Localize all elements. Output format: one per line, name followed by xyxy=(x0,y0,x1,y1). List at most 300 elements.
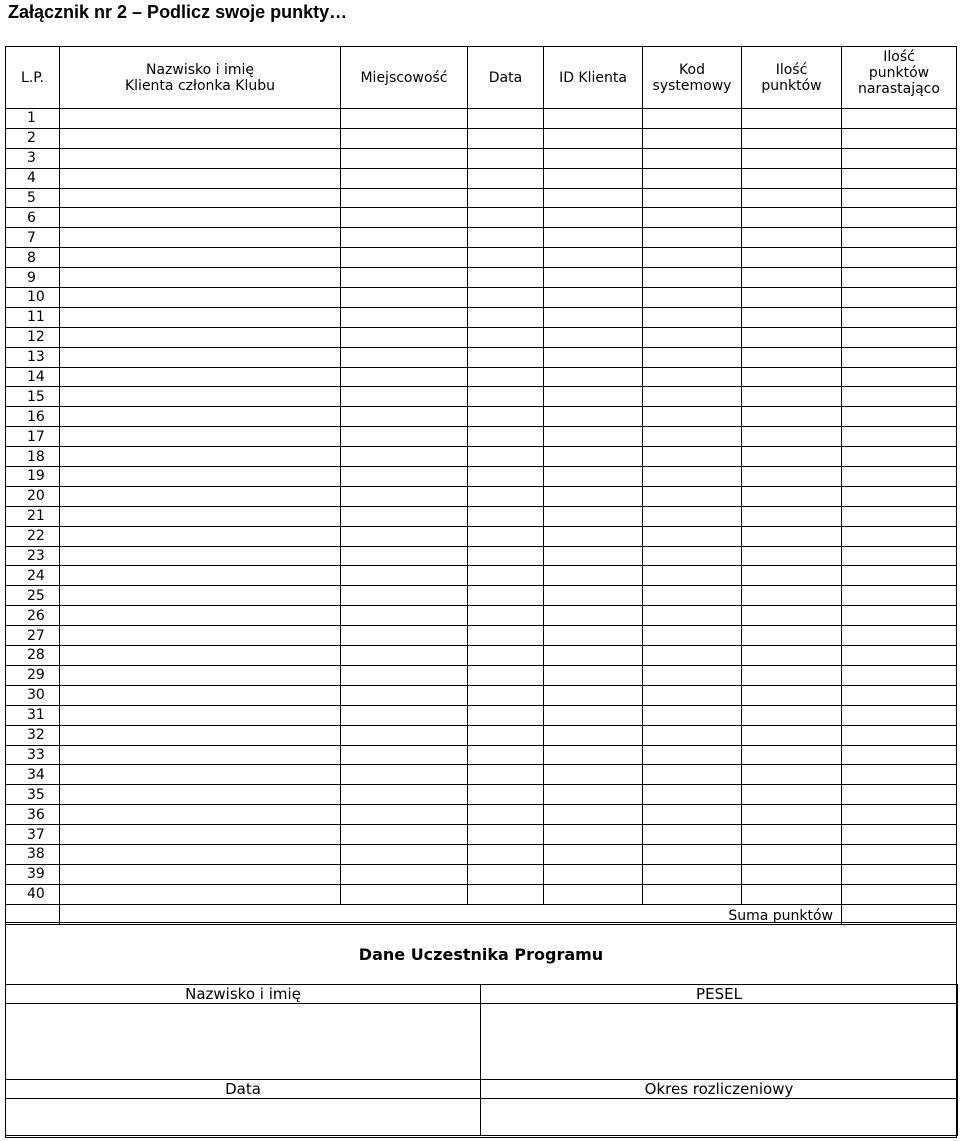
row-number: 15 xyxy=(6,387,60,407)
points-cell[interactable] xyxy=(742,705,842,725)
points-cell[interactable] xyxy=(742,427,842,447)
name-cell[interactable] xyxy=(60,566,341,586)
points-cell[interactable] xyxy=(742,566,842,586)
name-cell[interactable] xyxy=(60,685,341,705)
cumulative-points-cell[interactable] xyxy=(842,844,957,864)
cumulative-points-cell[interactable] xyxy=(842,745,957,765)
cumulative-points-cell[interactable] xyxy=(842,646,957,666)
system-code-cell[interactable] xyxy=(643,367,742,387)
cumulative-points-cell[interactable] xyxy=(842,725,957,745)
date-cell[interactable] xyxy=(468,268,544,288)
points-cell[interactable] xyxy=(742,665,842,685)
system-code-cell[interactable] xyxy=(643,665,742,685)
points-cell[interactable] xyxy=(742,288,842,308)
cumulative-points-cell[interactable] xyxy=(842,825,957,845)
cumulative-points-cell[interactable] xyxy=(842,109,957,129)
date-cell[interactable] xyxy=(468,128,544,148)
points-cell[interactable] xyxy=(742,586,842,606)
system-code-cell[interactable] xyxy=(643,506,742,526)
client-id-cell[interactable] xyxy=(544,506,643,526)
system-code-cell[interactable] xyxy=(643,864,742,884)
city-cell[interactable] xyxy=(341,844,468,864)
client-id-cell[interactable] xyxy=(544,347,643,367)
system-code-cell[interactable] xyxy=(643,486,742,506)
system-code-cell[interactable] xyxy=(643,168,742,188)
points-cell[interactable] xyxy=(742,745,842,765)
date-cell[interactable] xyxy=(468,546,544,566)
city-cell[interactable] xyxy=(341,387,468,407)
name-cell[interactable] xyxy=(60,467,341,487)
date-cell[interactable] xyxy=(468,745,544,765)
name-cell[interactable] xyxy=(60,745,341,765)
cumulative-points-cell[interactable] xyxy=(842,288,957,308)
points-cell[interactable] xyxy=(742,148,842,168)
date-cell[interactable] xyxy=(468,526,544,546)
name-cell[interactable] xyxy=(60,407,341,427)
date-cell[interactable] xyxy=(468,566,544,586)
system-code-cell[interactable] xyxy=(643,427,742,447)
client-id-cell[interactable] xyxy=(544,327,643,347)
row-number: 2 xyxy=(6,128,60,148)
city-cell[interactable] xyxy=(341,148,468,168)
city-cell[interactable] xyxy=(341,586,468,606)
city-cell[interactable] xyxy=(341,685,468,705)
client-id-cell[interactable] xyxy=(544,188,643,208)
table-row xyxy=(6,665,957,685)
city-cell[interactable] xyxy=(341,646,468,666)
name-cell[interactable] xyxy=(60,268,341,288)
name-cell[interactable] xyxy=(60,884,341,904)
system-code-cell[interactable] xyxy=(643,725,742,745)
system-code-cell[interactable] xyxy=(643,606,742,626)
city-cell[interactable] xyxy=(341,168,468,188)
table-row xyxy=(6,646,957,666)
city-cell[interactable] xyxy=(341,506,468,526)
date-cell[interactable] xyxy=(468,407,544,427)
system-code-cell[interactable] xyxy=(643,765,742,785)
date-cell[interactable] xyxy=(468,765,544,785)
points-cell[interactable] xyxy=(742,486,842,506)
points-cell[interactable] xyxy=(742,606,842,626)
city-cell[interactable] xyxy=(341,288,468,308)
name-cell[interactable] xyxy=(60,109,341,129)
cumulative-points-cell[interactable] xyxy=(842,864,957,884)
client-id-cell[interactable] xyxy=(544,248,643,268)
participant-table xyxy=(5,984,958,1136)
client-id-cell[interactable] xyxy=(544,725,643,745)
name-cell[interactable] xyxy=(60,526,341,546)
cumulative-points-cell[interactable] xyxy=(842,447,957,467)
cumulative-points-cell[interactable] xyxy=(842,208,957,228)
name-cell[interactable] xyxy=(60,725,341,745)
name-cell[interactable] xyxy=(60,864,341,884)
cumulative-points-cell[interactable] xyxy=(842,407,957,427)
participant-pesel-field[interactable] xyxy=(481,1004,958,1080)
cumulative-points-cell[interactable] xyxy=(842,606,957,626)
cumulative-points-cell[interactable] xyxy=(842,566,957,586)
client-id-cell[interactable] xyxy=(544,526,643,546)
points-cell[interactable] xyxy=(742,367,842,387)
client-id-cell[interactable] xyxy=(544,805,643,825)
row-number: 19 xyxy=(6,467,60,487)
system-code-cell[interactable] xyxy=(643,387,742,407)
name-cell[interactable] xyxy=(60,626,341,646)
header-name: Nazwisko i imię Klienta członka Klubu xyxy=(60,47,341,109)
cumulative-points-cell[interactable] xyxy=(842,188,957,208)
client-id-cell[interactable] xyxy=(544,387,643,407)
client-id-cell[interactable] xyxy=(544,765,643,785)
date-cell[interactable] xyxy=(468,785,544,805)
cumulative-points-cell[interactable] xyxy=(842,168,957,188)
cumulative-points-cell[interactable] xyxy=(842,248,957,268)
city-cell[interactable] xyxy=(341,347,468,367)
points-cell[interactable] xyxy=(742,864,842,884)
city-cell[interactable] xyxy=(341,606,468,626)
city-cell[interactable] xyxy=(341,109,468,129)
cumulative-points-cell[interactable] xyxy=(842,765,957,785)
system-code-cell[interactable] xyxy=(643,248,742,268)
points-cell[interactable] xyxy=(742,506,842,526)
cumulative-points-cell[interactable] xyxy=(842,805,957,825)
name-cell[interactable] xyxy=(60,327,341,347)
name-cell[interactable] xyxy=(60,765,341,785)
system-code-cell[interactable] xyxy=(643,307,742,327)
date-cell[interactable] xyxy=(468,705,544,725)
name-cell[interactable] xyxy=(60,665,341,685)
client-id-cell[interactable] xyxy=(544,208,643,228)
cumulative-points-cell[interactable] xyxy=(842,884,957,904)
system-code-cell[interactable] xyxy=(643,327,742,347)
client-id-cell[interactable] xyxy=(544,785,643,805)
cumulative-points-cell[interactable] xyxy=(842,506,957,526)
name-cell[interactable] xyxy=(60,785,341,805)
date-cell[interactable] xyxy=(468,168,544,188)
city-cell[interactable] xyxy=(341,228,468,248)
city-cell[interactable] xyxy=(341,765,468,785)
system-code-cell[interactable] xyxy=(643,844,742,864)
client-id-cell[interactable] xyxy=(544,884,643,904)
system-code-cell[interactable] xyxy=(643,785,742,805)
points-cell[interactable] xyxy=(742,725,842,745)
system-code-cell[interactable] xyxy=(643,109,742,129)
city-cell[interactable] xyxy=(341,665,468,685)
name-cell[interactable] xyxy=(60,288,341,308)
points-cell[interactable] xyxy=(742,646,842,666)
name-cell[interactable] xyxy=(60,705,341,725)
date-cell[interactable] xyxy=(468,427,544,447)
city-cell[interactable] xyxy=(341,825,468,845)
system-code-cell[interactable] xyxy=(643,884,742,904)
city-cell[interactable] xyxy=(341,486,468,506)
client-id-cell[interactable] xyxy=(544,685,643,705)
date-cell[interactable] xyxy=(468,148,544,168)
points-cell[interactable] xyxy=(742,805,842,825)
city-cell[interactable] xyxy=(341,526,468,546)
table-row xyxy=(6,705,957,725)
name-cell[interactable] xyxy=(60,228,341,248)
city-cell[interactable] xyxy=(341,208,468,228)
client-id-cell[interactable] xyxy=(544,367,643,387)
name-cell[interactable] xyxy=(60,188,341,208)
name-cell[interactable] xyxy=(60,387,341,407)
city-cell[interactable] xyxy=(341,546,468,566)
date-cell[interactable] xyxy=(468,367,544,387)
name-cell[interactable] xyxy=(60,168,341,188)
name-cell[interactable] xyxy=(60,208,341,228)
cumulative-points-cell[interactable] xyxy=(842,128,957,148)
table-row xyxy=(6,367,957,387)
city-cell[interactable] xyxy=(341,327,468,347)
points-cell[interactable] xyxy=(742,447,842,467)
name-cell[interactable] xyxy=(60,646,341,666)
cumulative-points-cell[interactable] xyxy=(842,467,957,487)
name-cell[interactable] xyxy=(60,148,341,168)
name-cell[interactable] xyxy=(60,447,341,467)
city-cell[interactable] xyxy=(341,566,468,586)
system-code-cell[interactable] xyxy=(643,705,742,725)
cumulative-points-cell[interactable] xyxy=(842,526,957,546)
system-code-cell[interactable] xyxy=(643,208,742,228)
city-cell[interactable] xyxy=(341,188,468,208)
date-cell[interactable] xyxy=(468,208,544,228)
client-id-cell[interactable] xyxy=(544,467,643,487)
client-id-cell[interactable] xyxy=(544,407,643,427)
cumulative-points-cell[interactable] xyxy=(842,626,957,646)
city-cell[interactable] xyxy=(341,467,468,487)
row-number: 7 xyxy=(6,228,60,248)
table-row xyxy=(6,467,957,487)
name-cell[interactable] xyxy=(60,248,341,268)
cumulative-points-cell[interactable] xyxy=(842,785,957,805)
client-id-cell[interactable] xyxy=(544,168,643,188)
client-id-cell[interactable] xyxy=(544,665,643,685)
client-id-cell[interactable] xyxy=(544,864,643,884)
cumulative-points-cell[interactable] xyxy=(842,427,957,447)
client-id-cell[interactable] xyxy=(544,128,643,148)
cumulative-points-cell[interactable] xyxy=(842,387,957,407)
client-id-cell[interactable] xyxy=(544,268,643,288)
system-code-cell[interactable] xyxy=(643,745,742,765)
system-code-cell[interactable] xyxy=(643,825,742,845)
cumulative-points-cell[interactable] xyxy=(842,586,957,606)
name-cell[interactable] xyxy=(60,586,341,606)
name-cell[interactable] xyxy=(60,546,341,566)
city-cell[interactable] xyxy=(341,626,468,646)
points-cell[interactable] xyxy=(742,109,842,129)
points-cell[interactable] xyxy=(742,228,842,248)
client-id-cell[interactable] xyxy=(544,646,643,666)
date-cell[interactable] xyxy=(468,188,544,208)
client-id-cell[interactable] xyxy=(544,486,643,506)
client-id-cell[interactable] xyxy=(544,626,643,646)
cumulative-points-cell[interactable] xyxy=(842,705,957,725)
system-code-cell[interactable] xyxy=(643,347,742,367)
system-code-cell[interactable] xyxy=(643,148,742,168)
cumulative-points-cell[interactable] xyxy=(842,307,957,327)
client-id-cell[interactable] xyxy=(544,825,643,845)
city-cell[interactable] xyxy=(341,705,468,725)
cumulative-points-cell[interactable] xyxy=(842,327,957,347)
name-cell[interactable] xyxy=(60,606,341,626)
cumulative-points-cell[interactable] xyxy=(842,546,957,566)
participant-name-label: Nazwisko i imię xyxy=(6,985,481,1004)
client-id-cell[interactable] xyxy=(544,109,643,129)
date-cell[interactable] xyxy=(468,387,544,407)
city-cell[interactable] xyxy=(341,427,468,447)
row-number: 6 xyxy=(6,208,60,228)
date-cell[interactable] xyxy=(468,725,544,745)
row-number: 11 xyxy=(6,307,60,327)
name-cell[interactable] xyxy=(60,844,341,864)
cumulative-points-cell[interactable] xyxy=(842,347,957,367)
system-code-cell[interactable] xyxy=(643,805,742,825)
city-cell[interactable] xyxy=(341,864,468,884)
name-cell[interactable] xyxy=(60,128,341,148)
cumulative-points-cell[interactable] xyxy=(842,486,957,506)
points-cell[interactable] xyxy=(742,785,842,805)
date-cell[interactable] xyxy=(468,506,544,526)
date-cell[interactable] xyxy=(468,626,544,646)
date-cell[interactable] xyxy=(468,844,544,864)
name-cell[interactable] xyxy=(60,825,341,845)
system-code-cell[interactable] xyxy=(643,188,742,208)
date-cell[interactable] xyxy=(468,228,544,248)
system-code-cell[interactable] xyxy=(643,128,742,148)
date-cell[interactable] xyxy=(468,307,544,327)
points-cell[interactable] xyxy=(742,128,842,148)
city-cell[interactable] xyxy=(341,884,468,904)
system-code-cell[interactable] xyxy=(643,228,742,248)
system-code-cell[interactable] xyxy=(643,566,742,586)
points-cell[interactable] xyxy=(742,307,842,327)
client-id-cell[interactable] xyxy=(544,606,643,626)
city-cell[interactable] xyxy=(341,307,468,327)
date-cell[interactable] xyxy=(468,646,544,666)
cumulative-points-cell[interactable] xyxy=(842,665,957,685)
date-cell[interactable] xyxy=(468,665,544,685)
city-cell[interactable] xyxy=(341,725,468,745)
client-id-cell[interactable] xyxy=(544,288,643,308)
date-cell[interactable] xyxy=(468,864,544,884)
client-id-cell[interactable] xyxy=(544,844,643,864)
client-id-cell[interactable] xyxy=(544,427,643,447)
city-cell[interactable] xyxy=(341,447,468,467)
client-id-cell[interactable] xyxy=(544,705,643,725)
date-cell[interactable] xyxy=(468,347,544,367)
cumulative-points-cell[interactable] xyxy=(842,367,957,387)
date-cell[interactable] xyxy=(468,486,544,506)
cumulative-points-cell[interactable] xyxy=(842,685,957,705)
cumulative-points-cell[interactable] xyxy=(842,228,957,248)
points-cell[interactable] xyxy=(742,526,842,546)
system-code-cell[interactable] xyxy=(643,586,742,606)
points-cell[interactable] xyxy=(742,685,842,705)
points-cell[interactable] xyxy=(742,387,842,407)
points-cell[interactable] xyxy=(742,825,842,845)
date-cell[interactable] xyxy=(468,447,544,467)
participant-date-field[interactable] xyxy=(6,1099,481,1136)
city-cell[interactable] xyxy=(341,407,468,427)
date-cell[interactable] xyxy=(468,248,544,268)
cumulative-points-cell[interactable] xyxy=(842,148,957,168)
name-cell[interactable] xyxy=(60,307,341,327)
client-id-cell[interactable] xyxy=(544,307,643,327)
date-cell[interactable] xyxy=(468,825,544,845)
date-cell[interactable] xyxy=(468,288,544,308)
date-cell[interactable] xyxy=(468,467,544,487)
name-cell[interactable] xyxy=(60,506,341,526)
city-cell[interactable] xyxy=(341,367,468,387)
points-cell[interactable] xyxy=(742,347,842,367)
system-code-cell[interactable] xyxy=(643,407,742,427)
points-cell[interactable] xyxy=(742,407,842,427)
points-cell[interactable] xyxy=(742,467,842,487)
client-id-cell[interactable] xyxy=(544,148,643,168)
date-cell[interactable] xyxy=(468,884,544,904)
city-cell[interactable] xyxy=(341,248,468,268)
date-cell[interactable] xyxy=(468,685,544,705)
points-cell[interactable] xyxy=(742,626,842,646)
client-id-cell[interactable] xyxy=(544,745,643,765)
date-cell[interactable] xyxy=(468,606,544,626)
name-cell[interactable] xyxy=(60,367,341,387)
cumulative-points-cell[interactable] xyxy=(842,268,957,288)
participant-date-label: Data xyxy=(6,1080,481,1099)
points-cell[interactable] xyxy=(742,248,842,268)
system-code-cell[interactable] xyxy=(643,646,742,666)
system-code-cell[interactable] xyxy=(643,626,742,646)
name-cell[interactable] xyxy=(60,805,341,825)
client-id-cell[interactable] xyxy=(544,566,643,586)
client-id-cell[interactable] xyxy=(544,228,643,248)
city-cell[interactable] xyxy=(341,805,468,825)
points-cell[interactable] xyxy=(742,844,842,864)
participant-period-field[interactable] xyxy=(481,1099,958,1136)
name-cell[interactable] xyxy=(60,486,341,506)
name-cell[interactable] xyxy=(60,427,341,447)
system-code-cell[interactable] xyxy=(643,467,742,487)
points-cell[interactable] xyxy=(742,546,842,566)
date-cell[interactable] xyxy=(468,327,544,347)
table-row xyxy=(6,148,957,168)
system-code-cell[interactable] xyxy=(643,447,742,467)
client-id-cell[interactable] xyxy=(544,586,643,606)
city-cell[interactable] xyxy=(341,268,468,288)
system-code-cell[interactable] xyxy=(643,288,742,308)
participant-name-field[interactable] xyxy=(6,1004,481,1080)
city-cell[interactable] xyxy=(341,128,468,148)
points-cell[interactable] xyxy=(742,268,842,288)
date-cell[interactable] xyxy=(468,586,544,606)
client-id-cell[interactable] xyxy=(544,447,643,467)
points-cell[interactable] xyxy=(742,208,842,228)
system-code-cell[interactable] xyxy=(643,546,742,566)
points-cell[interactable] xyxy=(742,765,842,785)
system-code-cell[interactable] xyxy=(643,268,742,288)
points-cell[interactable] xyxy=(742,327,842,347)
points-cell[interactable] xyxy=(742,884,842,904)
client-id-cell[interactable] xyxy=(544,546,643,566)
name-cell[interactable] xyxy=(60,347,341,367)
date-cell[interactable] xyxy=(468,109,544,129)
points-cell[interactable] xyxy=(742,188,842,208)
system-code-cell[interactable] xyxy=(643,685,742,705)
city-cell[interactable] xyxy=(341,745,468,765)
date-cell[interactable] xyxy=(468,805,544,825)
points-cell[interactable] xyxy=(742,168,842,188)
city-cell[interactable] xyxy=(341,785,468,805)
system-code-cell[interactable] xyxy=(643,526,742,546)
